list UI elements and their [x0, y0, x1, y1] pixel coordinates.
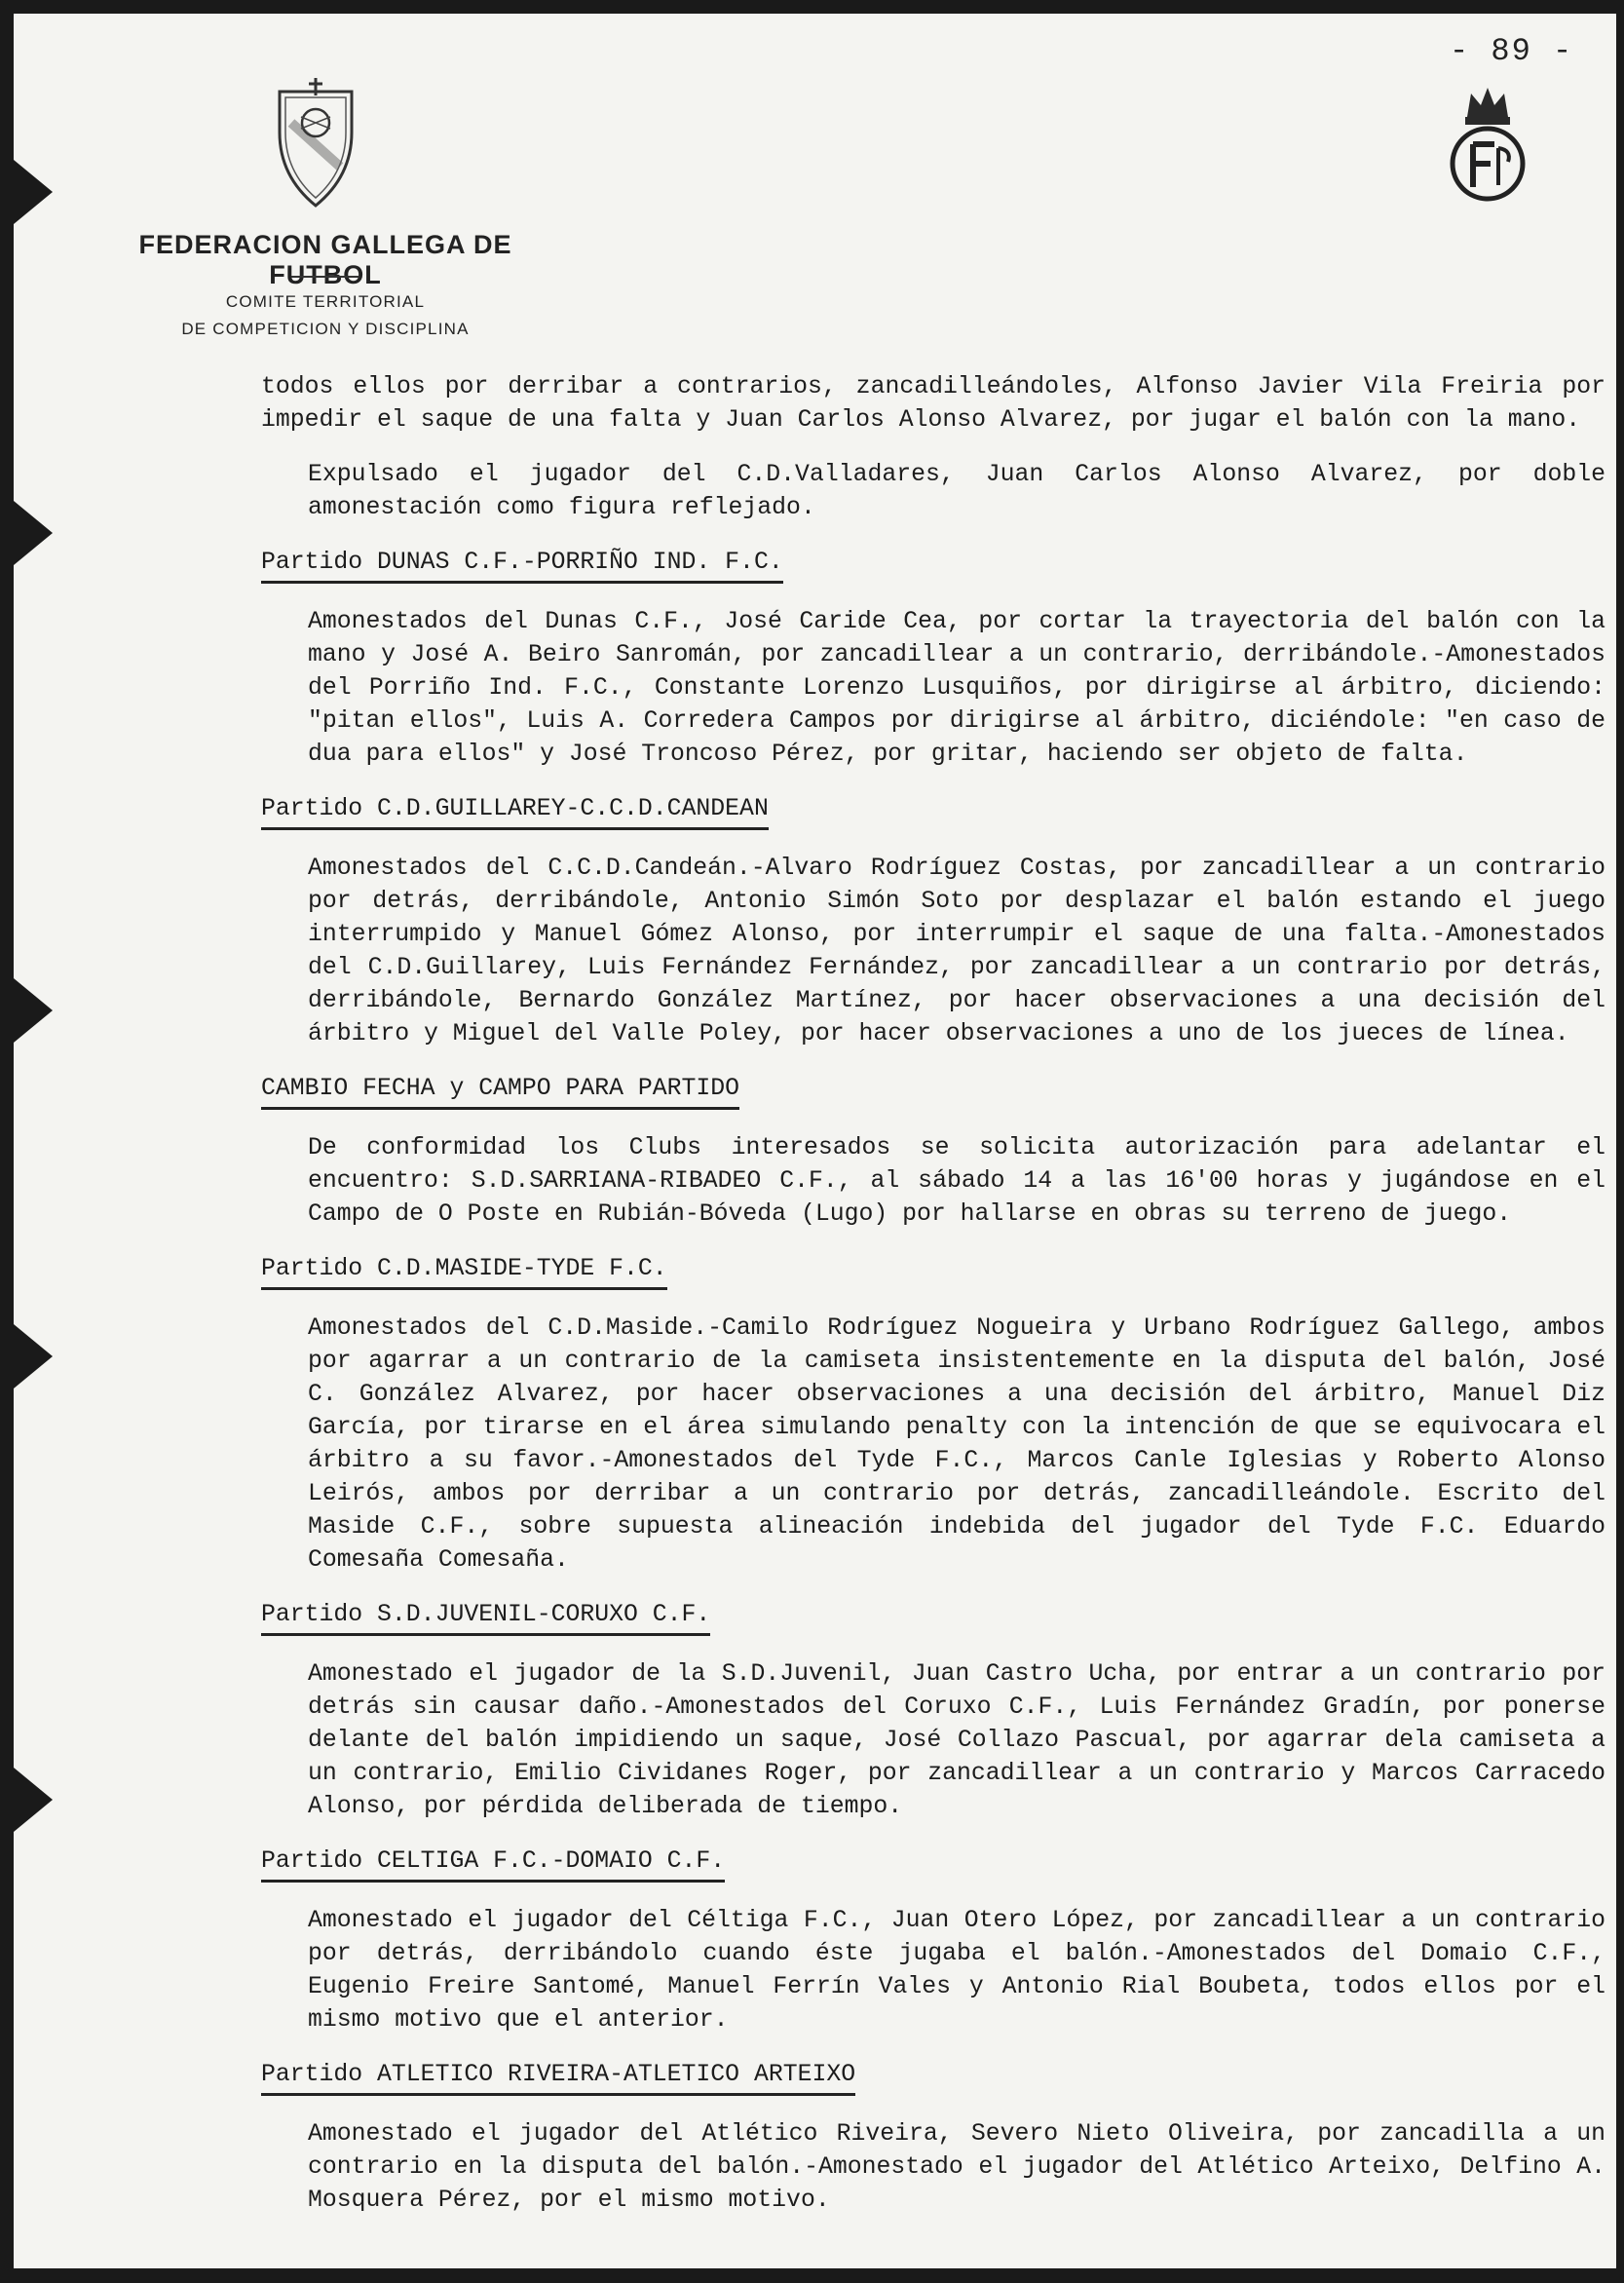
paragraph: Amonestado el jugador del Atlético Riveira, Severo Nieto Oliveira, por zancadilla a un contrario en la disputa del balón.-Amonestado el jugador del Atlético Arteixo, Delfino A. Mosquera Pérez, por el mismo motivo.: [308, 2120, 1605, 2214]
section-heading: Partido C.D.MASIDE-TYDE F.C.: [261, 1252, 667, 1290]
punch-hole-notch: [14, 160, 53, 224]
paragraph: todos ellos por derribar a contrarios, zancadilleándoles, Alfonso Javier Vila Freiria por impedir el saque de una falta y Juan Carlos Alonso Alvarez, por jugar el balón con la mano.: [261, 373, 1605, 434]
crowned-crest-icon: [1444, 80, 1531, 207]
paragraph: Amonestados del Dunas C.F., José Caride Cea, por cortar la trayectoria del balón con la mano y José A. Beiro Sanromán, por zancadillear a un contrario, derribándole.-Amonestados del Porriño Ind. F.C., Constante Lorenzo Lusquiños, por dirigirse al árbitro, diciendo: "pitan ellos", Luis A. Corredera Campos por dirigirse al árbitro, diciéndole: "en caso de dua para ellos" y José Troncoso Pérez, por gritar, haciendo ser objeto de falta.: [308, 608, 1605, 768]
paragraph: Amonestados del C.C.D.Candeán.-Alvaro Rodríguez Costas, por zancadillear a un contrario por detrás, derribándole, Antonio Simón Soto por desplazar el balón estando el juego interrumpido y Manuel Gómez Alonso, por interrumpir el saque de una falta.-Amonestados del C.D.Guillarey, Luis Fernández Fernández, por zancadillear a un contrario por detrás, derribándole, Bernardo González Martínez, por hacer observaciones a una decisión del árbitro y Miguel del Valle Poley, por hacer observaciones a uno de los jueces de línea.: [308, 855, 1605, 1047]
committee-line: DE COMPETICION Y DISCIPLINA: [181, 320, 470, 338]
section-heading: Partido S.D.JUVENIL-CORUXO C.F.: [261, 1598, 710, 1636]
federation-name: FEDERACION GALLEGA DE FUTBOL: [138, 230, 512, 289]
section-heading: Partido ATLETICO RIVEIRA-ATLETICO ARTEIXO: [261, 2058, 855, 2096]
paragraph: Amonestados del C.D.Maside.-Camilo Rodríguez Nogueira y Urbano Rodríguez Gallego, ambos por agarrar a un contrario de la camiseta insistentemente en la disputa del balón, José C. González Alvarez, por hacer observaciones a una decisión del árbitro, Manuel Diz García, por tirarse en el área simulando penalty con la intención de que se equivocara el árbitro a su favor.-Amonestados del Tyde F.C., Marcos Canle Iglesias y Roberto Alonso Leirós, ambos por derribar a un contrario por detrás, zancadilleándole. Escrito del Maside C.F., sobre supuesta alineación indebida del jugador del Tyde F.C. Eduardo Comesaña Comesaña.: [308, 1314, 1605, 1574]
document-body: [261, 370, 1605, 2238]
letterhead-divider: [291, 276, 359, 278]
paragraph: De conformidad los Clubs interesados se solicita autorización para adelantar el encuentro: S.D.SARRIANA-RIBADEO C.F., al sábado 14 a las 16'00 horas y jugándose en el Campo de O Poste en Rubián-Bóveda (Lugo) por hallarse en obras su terreno de juego.: [308, 1134, 1605, 1228]
committee-name: [106, 288, 545, 343]
section-heading: Partido C.D.GUILLAREY-C.C.D.CANDEAN: [261, 792, 769, 830]
committee-line: COMITE TERRITORIAL: [225, 292, 426, 311]
document-page: [14, 14, 1616, 2268]
section-heading: Partido DUNAS C.F.-PORRIÑO IND. F.C.: [261, 546, 783, 584]
punch-hole-notch: [14, 501, 53, 565]
punch-hole-notch: [14, 978, 53, 1043]
punch-hole-notch: [14, 1324, 53, 1389]
punch-hole-notch: [14, 1768, 53, 1832]
paragraph: Amonestado el jugador de la S.D.Juvenil, Juan Castro Ucha, por entrar a un contrario por detrás sin causar daño.-Amonestados del Coruxo C.F., Luis Fernández Gradín, por ponerse delante del balón impidiendo un saque, José Collazo Pascual, por agarrar dela camiseta a un contrario, Emilio Cividanes Roger, por zancadillear a un contrario y Marcos Carracedo Alonso, por pérdida deliberada de tiempo.: [308, 1660, 1605, 1820]
paragraph: Amonestado el jugador del Céltiga F.C., Juan Otero López, por zancadillear a un contrario por detrás, derribándolo cuando éste jugaba el balón.-Amonestados del Domaio C.F., Eugenio Freire Santomé, Manuel Ferrín Vales y Antonio Rial Boubeta, todos ellos por el mismo motivo que el anterior.: [308, 1907, 1605, 2034]
page-number: - 89 -: [1450, 33, 1574, 69]
paragraph: Expulsado el jugador del C.D.Valladares, Juan Carlos Alonso Alvarez, por doble amonestación como figura reflejado.: [308, 461, 1605, 521]
section-heading: Partido CELTIGA F.C.-DOMAIO C.F.: [261, 1845, 725, 1883]
galician-shield-icon: [272, 74, 359, 210]
section-heading: CAMBIO FECHA y CAMPO PARA PARTIDO: [261, 1072, 739, 1110]
